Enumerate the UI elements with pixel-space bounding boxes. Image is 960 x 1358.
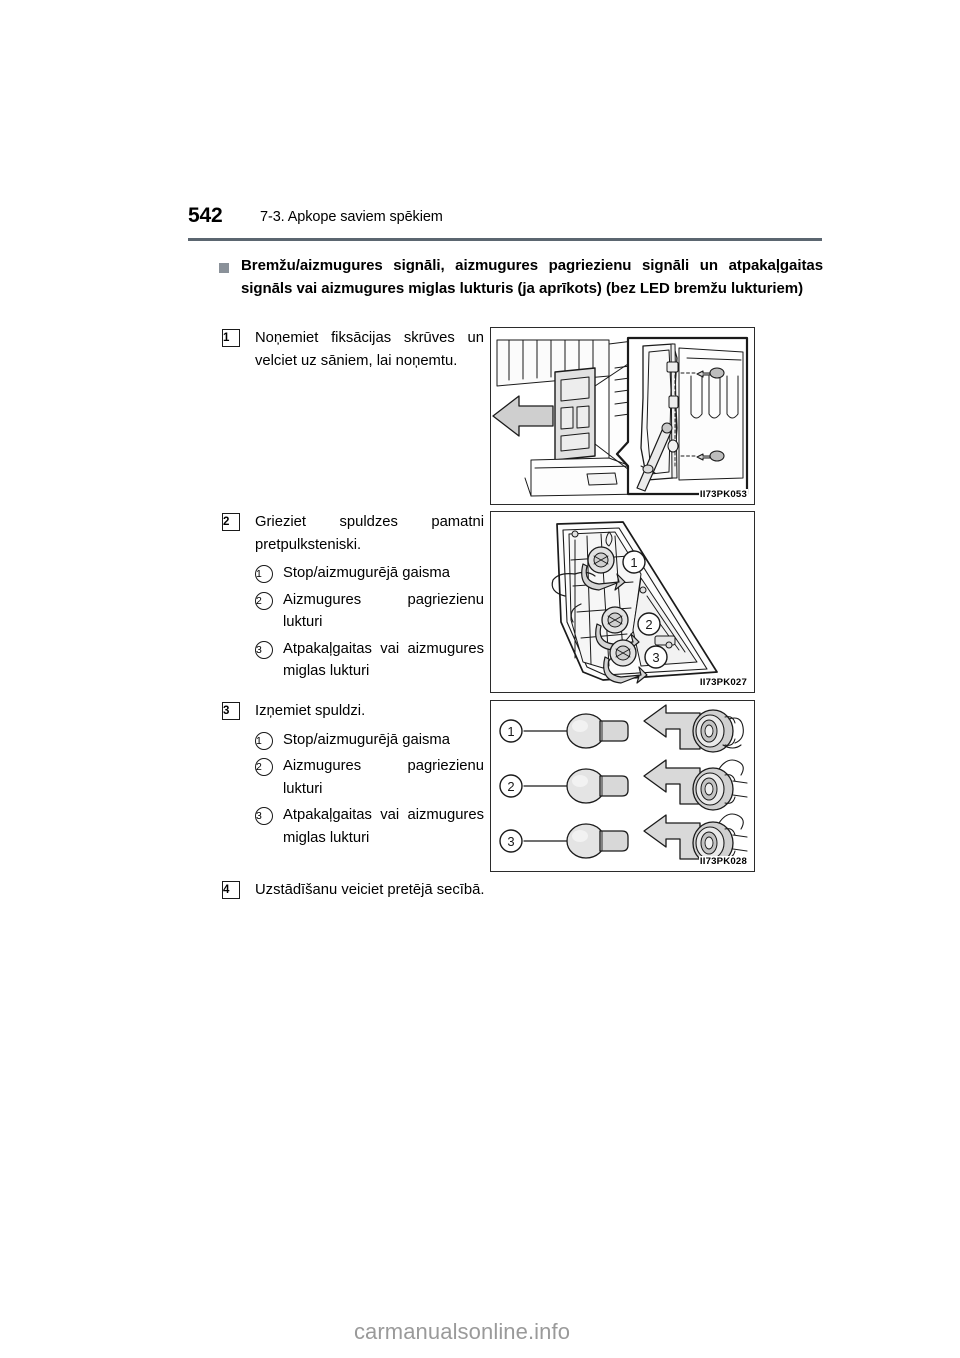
step-number-1: 1 <box>222 329 240 347</box>
svg-text:3: 3 <box>507 834 515 849</box>
tail-lamp-removal-drawing <box>491 328 754 504</box>
step-block-2 <box>219 511 484 687</box>
list-item <box>219 729 484 752</box>
section-heading-text: Bremžu/aizmugures signāli, aizmugures pagriezienu signāli un atpakaļgaitas signāls vai aizmugures miglas lukturis (ja aprīkots) (bez LED bremžu lukturiem) <box>241 257 823 297</box>
callout-circle-1: 1 <box>255 565 273 583</box>
sub-item-text: Stop/aizmugurējā gaisma <box>283 731 450 748</box>
step-1-text: Noņemiet fiksācijas skrūves un velciet uz sāniem, lai noņemtu. <box>255 330 484 369</box>
step-block-3 <box>219 700 484 853</box>
svg-text:1: 1 <box>630 555 638 570</box>
header-section-title: 7-3. Apkope saviem spēkiem <box>260 209 443 225</box>
page-number: 542 <box>188 204 223 227</box>
figure-tail-lamp-removal <box>490 327 755 505</box>
list-item <box>219 804 484 849</box>
list-item <box>219 638 484 683</box>
figure-1-code: II73PK053 <box>699 489 747 500</box>
list-item <box>219 589 484 634</box>
svg-text:2: 2 <box>507 779 515 794</box>
square-bullet-icon <box>219 263 229 273</box>
figure-bulb-base-rotation <box>490 511 755 693</box>
step-4-line <box>219 879 779 902</box>
svg-text:3: 3 <box>652 650 660 665</box>
footer-watermark: carmanualsonline.info <box>353 1319 571 1344</box>
figure-3-code: II73PK028 <box>699 856 747 867</box>
figure-2-code: II73PK027 <box>699 677 747 688</box>
step-3-line <box>219 700 484 723</box>
step-2-line <box>219 511 484 556</box>
bulb-extraction-drawing <box>491 701 754 871</box>
svg-text:2: 2 <box>645 617 653 632</box>
callout-circle-2: 2 <box>255 758 273 776</box>
sub-item-text: Aizmugures pagriezienu lukturi <box>283 591 484 630</box>
step-number-2: 2 <box>222 513 240 531</box>
header-divider-rule <box>188 238 822 241</box>
step-1-line <box>219 327 484 372</box>
sub-item-text: Stop/aizmugurējā gaisma <box>283 565 450 581</box>
figure-bulb-extraction <box>490 700 755 872</box>
svg-text:1: 1 <box>507 724 515 739</box>
sub-item-text: Atpakaļgaitas vai aizmugures miglas lukturi <box>283 807 484 846</box>
callout-circle-3: 3 <box>255 641 273 659</box>
bulb-base-rotation-drawing <box>491 512 754 692</box>
list-item <box>219 755 484 800</box>
callout-circle-3: 3 <box>255 807 273 825</box>
step-2-text: Grieziet spuldzes pamatni pretpulksteniski. <box>255 514 484 553</box>
step-block-1 <box>219 327 484 372</box>
sub-item-text: Aizmugures pagriezienu lukturi <box>283 758 484 797</box>
list-item <box>219 562 484 585</box>
step-2-sub-list <box>219 562 484 683</box>
step-3-sub-list <box>219 729 484 850</box>
callout-circle-2: 2 <box>255 592 273 610</box>
step-block-4 <box>219 879 779 902</box>
step-number-3: 3 <box>222 702 240 720</box>
section-heading <box>219 255 823 300</box>
callout-circle-1: 1 <box>255 732 273 750</box>
sub-item-text: Atpakaļgaitas vai aizmugures miglas lukturi <box>283 640 484 679</box>
page-header <box>188 204 822 236</box>
step-number-4: 4 <box>222 881 240 899</box>
step-4-text: Uzstādīšanu veiciet pretējā secībā. <box>255 882 485 898</box>
step-3-text: Izņemiet spuldzi. <box>255 703 366 719</box>
